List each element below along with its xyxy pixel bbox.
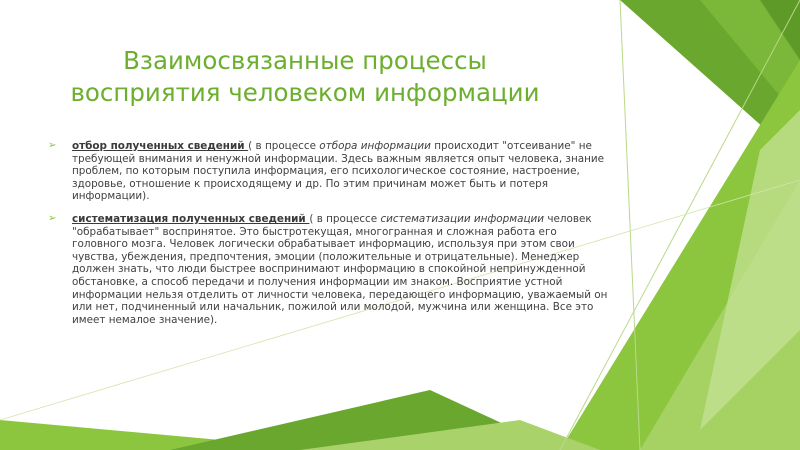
- title-line-2: восприятия человеком информации: [70, 78, 540, 107]
- bullet-item: [48, 213, 613, 326]
- bullet-term: систематизация полученных сведений: [72, 212, 310, 225]
- arrow-bullet-icon: ➢: [48, 140, 57, 151]
- bullet-list: [48, 140, 613, 336]
- slide-title: [70, 45, 540, 109]
- bullet-item: [48, 140, 613, 203]
- arrow-bullet-icon: ➢: [48, 212, 57, 224]
- bullet-italic: отбора информации: [319, 140, 431, 152]
- bullet-italic: систематизации информации: [380, 212, 545, 225]
- title-line-1: Взаимосвязанные процессы: [123, 46, 487, 75]
- bullet-term: отбор полученных сведений: [72, 140, 249, 152]
- bullet-text: ( в процессе: [309, 212, 381, 225]
- bullet-text: ( в процессе: [248, 140, 320, 152]
- bullet-text: происходит "отсеивание" не требующей внимания и ненужной информации. Здесь важным является опыт человека, знание проблем, по которым поступила информация, его психологическое состояние, настроение, здоровье, отношение к происходящему и др. По этим причинам может быть и потеря информации).: [72, 140, 605, 203]
- bullet-text: человек "обрабатывает" воспринятое. Это быстротекущая, многогранная и сложная работа его головного мозга. Человек логически обрабатывает информацию, используя при этом свои чувства, убеждения, предпочтения, эмоции (положительные и отрицательные). Менеджер должен знать, что люди быстрее воспринимают информацию в спокойной непринужденной обстановке, а способ передачи и получения информации им знаком. Восприятие устной информации нельзя отделить от личности человека, передающего информацию, уважаемый он или нет, подчиненный или начальник, пожилой или молодой, мужчина или женщина. Все это имеет немалое значение).: [72, 212, 608, 326]
